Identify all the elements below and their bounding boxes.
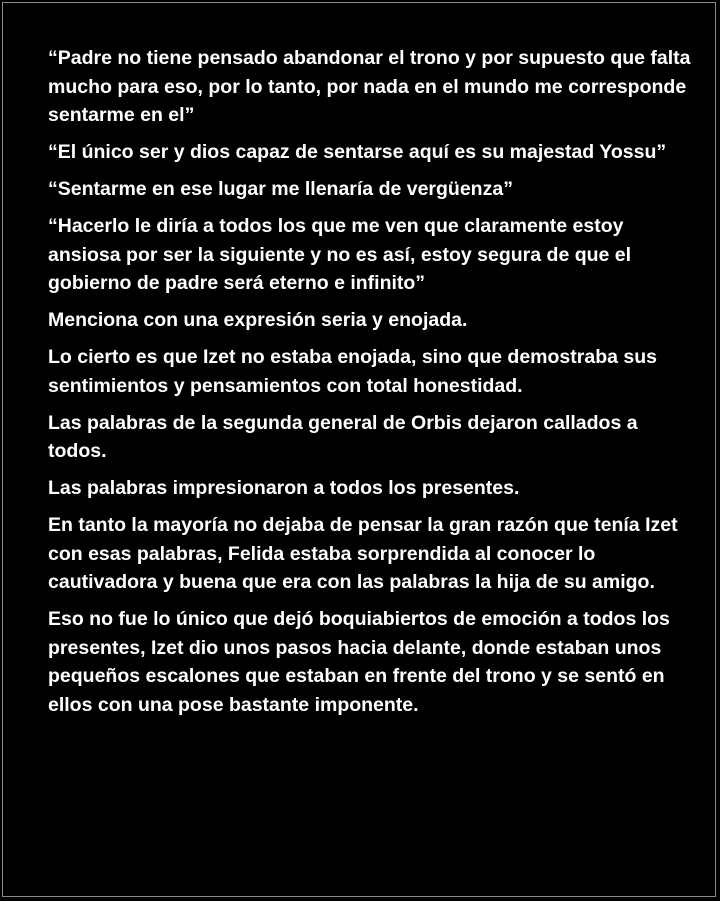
paragraph-2: “El único ser y dios capaz de sentarse aquí es su majestad Yossu” bbox=[48, 141, 667, 163]
paragraph-7: Las palabras de la segunda general de Orbis dejaron callados a todos. bbox=[48, 411, 638, 462]
paragraph-9: En tanto la mayoría no dejaba de pensar la gran razón que tenía Izet con esas palabras, Felida estaba sorprendida al conocer lo cautivadora y buena que era con las palabras la hija de su amigo. bbox=[48, 514, 678, 593]
paragraph-8: Las palabras impresionaron a todos los presentes. bbox=[48, 477, 520, 499]
paragraph-4: “Hacerlo le diría a todos los que me ven que claramente estoy ansiosa por ser la siguiente y no es así, estoy segura de que el gobierno de padre será eterno e infinito” bbox=[48, 215, 632, 294]
paragraph-10: Eso no fue lo único que dejó boquiabiertos de emoción a todos los presentes, Izet dio unos pasos hacia delante, donde estaban unos pequeños escalones que estaban en frente del trono y se sentó en ellos con una pose bastante imponente. bbox=[48, 608, 670, 716]
page-frame bbox=[2, 2, 716, 897]
paragraph-1: “Padre no tiene pensado abandonar el trono y por supuesto que falta mucho para eso, por lo tanto, por nada en el mundo me corresponde sentarme en el” bbox=[48, 47, 691, 126]
text-column bbox=[48, 44, 698, 728]
paragraph-5: Menciona con una expresión seria y enojada. bbox=[48, 309, 468, 331]
paragraph-3: “Sentarme en ese lugar me llenaría de vergüenza” bbox=[48, 178, 513, 200]
paragraph-6: Lo cierto es que Izet no estaba enojada, sino que demostraba sus sentimientos y pensamientos con total honestidad. bbox=[48, 346, 657, 397]
